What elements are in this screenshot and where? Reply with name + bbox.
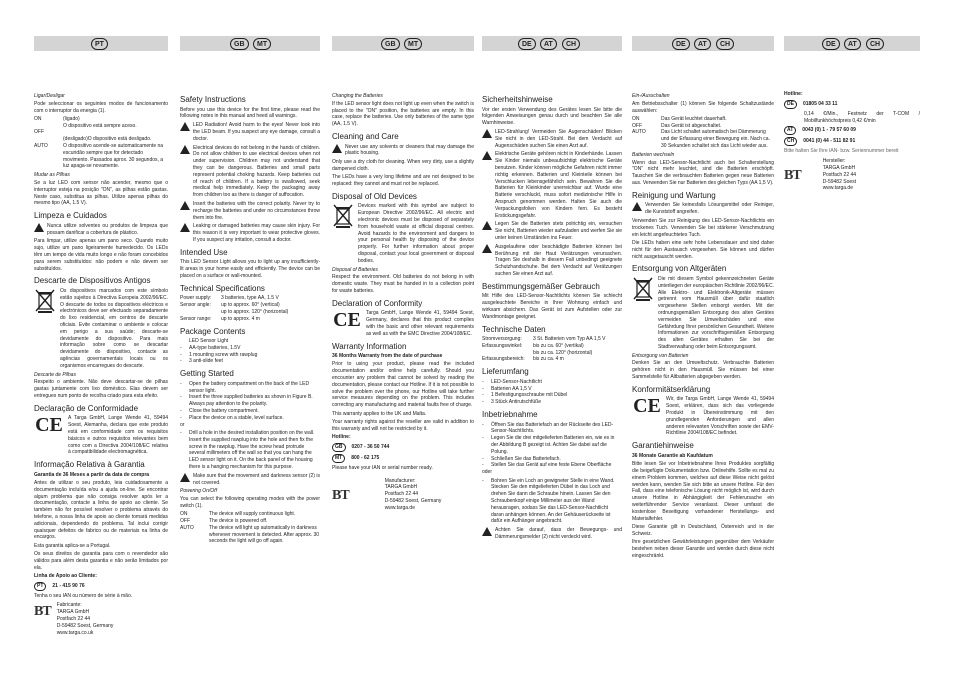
mode-key: ON xyxy=(34,115,42,122)
phone-row xyxy=(784,137,920,146)
manufacturer-label: Hersteller: xyxy=(822,158,846,165)
warning xyxy=(482,151,622,219)
warning xyxy=(180,473,320,487)
section-heading: Limpeza e Cuidados xyxy=(34,211,107,221)
paragraph: Tenha o seu IAN ou número de série à mão. xyxy=(34,592,133,599)
mode-row xyxy=(34,123,168,130)
warning-icon xyxy=(482,244,492,253)
mode-row xyxy=(632,116,774,123)
list-item: - Drill a hole in the desired installation position on the wall. Insert the supplied rawplug into the hole and then fix the screw in the rawplug. Have the screw head protrude several millimeters off the wall so that you can hang the LED sensor light on it. On the back panel of the housing there is a hanging mechanism for this purpose. xyxy=(180,429,315,470)
paragraph: Bitte halten Sie Ihre IAN- bzw. Seriennummer bereit xyxy=(784,148,899,155)
list-item: - LED-Sensor-Nachtlicht xyxy=(482,378,542,385)
column-de-3 xyxy=(784,36,920,675)
manufacturer-block xyxy=(332,478,474,512)
warning-text: Electrical devices do not belong in the hands of children. Do not allow children to use electrical devices when not under supervision. Children may not understand that they can be dangerous. Batteries and small parts represent potential choking hazards. Keep batteries out of reach of children. If a battery is swallowed, seek medical help immediately. Keep the packaging away from children too as there is danger of suffocation. xyxy=(193,144,320,199)
ce-mark-icon: CE xyxy=(633,395,661,418)
or-label: oder xyxy=(482,469,493,476)
section-heading: Disposal of Old Devices xyxy=(332,191,417,201)
mode-desc: The device is powered off. xyxy=(209,518,268,525)
disposal-block xyxy=(34,288,168,370)
mode-key xyxy=(34,123,60,130)
list-item: - Insert the three supplied batteries as shown in Figure B. Always pay attention to the polarity. xyxy=(180,394,313,408)
country-badge: PT xyxy=(34,582,46,591)
paragraph: Am Betriebsschalter (1) können Sie folgende Schaltzustände auswählen: xyxy=(632,100,774,114)
spec-value: up to approx. 4 m xyxy=(221,315,260,322)
bt-logo-icon: BT xyxy=(784,168,801,184)
paragraph: Para limpar, utilize apenas um pano seco. Quando muito sujo, utilize um pano ligeiramente humedecido. Os LEDs têm um tempo de vida muito longo e não foram concebidos para serem substituídos: não podem e não devem ser substituídos. xyxy=(34,238,168,272)
paragraph: Diese Garantie gilt in Deutschland, Österreich und in der Schweiz. xyxy=(632,523,774,537)
warning-text: Never use any solvents or cleaners that may damage the plastic housing. xyxy=(345,143,474,157)
warning-icon xyxy=(482,129,492,138)
or-label: or xyxy=(180,421,185,428)
mode-row xyxy=(34,143,168,170)
mode-desc: (desligado)O dispositivo está desligado. xyxy=(63,136,152,143)
country-badge: DE xyxy=(784,100,797,109)
lang-badge-ch: CH xyxy=(866,38,884,50)
address-line: www.targa.de xyxy=(822,185,853,192)
phone-number: 21 - 415 90 76 xyxy=(52,582,85,589)
tariff-note: 0,14 €/Min., Festnetz der T-COM / Mobilfunkhöchstpreis 0,42 €/min xyxy=(804,110,920,124)
manufacturer-label: Manufacturer: xyxy=(384,477,416,484)
section-heading: Declaração de Conformidade xyxy=(34,403,139,413)
paragraph: You can select the following operating modes with the power switch (1). xyxy=(180,496,320,509)
list-item: - Legen Sie die drei mitgelieferten Batterien ein, wie es in der Abbildung B gezeigt ist. Achten Sie dabei auf die Polung. xyxy=(482,435,615,455)
paragraph: The LEDs have a very long lifetime and are not designed to be replaced: they cannot and must not be replaced. xyxy=(332,174,474,188)
section-heading: Bestimmungsgemäßer Gebrauch xyxy=(482,281,600,291)
warning-text: LED-Strahlung! Vermeiden Sie Augenschäden! Blicken Sie nicht in den LED-Strahl. Bei dem Verdacht auf Augenschäden suchen Sie einen Arzt auf. xyxy=(495,128,622,149)
disposal-block xyxy=(632,276,774,351)
lang-badge-mt: MT xyxy=(253,38,271,50)
address-line: TARGA GmbH xyxy=(56,609,90,616)
lang-badge-gb: GB xyxy=(230,38,249,50)
phone-row xyxy=(784,100,920,109)
section-heading: Cleaning and Care xyxy=(332,131,399,141)
section-heading: Declaration of Conformity xyxy=(332,298,423,308)
lang-badge-mt: MT xyxy=(404,38,422,50)
warning-text: Legen Sie die Batterien stets polrichtig ein, versuchen Sie nicht, Batterien wieder aufzuladen und werfen Sie sie unter keinen Umständen ins Feuer. xyxy=(495,221,622,241)
warning-text: Achten Sie darauf, dass der Bewegungs- und Dämmerungsmelder (2) nicht verdeckt wird. xyxy=(495,527,622,540)
address-line: www.targa.co.uk xyxy=(56,629,94,636)
mode-key: AUTO xyxy=(632,129,646,136)
paragraph: Devices marked with this symbol are subject to European Directive 2002/96/EC. All electric and electronic devices must be disposed of separately from household waste at official disposal centres. Avoid hazards to the environment and dangers to your personal health by disposing of the device properly. For further information about proper disposal, contact your local government or disposal bodies. xyxy=(358,203,474,264)
paragraph: Respeito o ambiente. Não deve descartar-se de pilhas gastas juntamente com lixo doméstico. Elas devem ser entregues num ponto de recolha criado para esta efeito. xyxy=(34,379,168,399)
mode-desc: Das Gerät ist abgeschaltet. xyxy=(661,122,722,129)
paragraph: Pode seleccionar os seguintes modos de funcionamento com o interruptor da energia (1). xyxy=(34,100,168,114)
section-title: Disposal of Batteries xyxy=(332,266,378,273)
bt-logo-icon: BT xyxy=(34,604,51,620)
section-heading: Package Contents xyxy=(180,326,246,336)
list-item: - Batterien AA 1,5 V xyxy=(482,385,532,392)
list-item: - Schließen Sie das Batteriefach. xyxy=(482,455,561,462)
mode-desc xyxy=(63,129,168,136)
warranty-heading: Garantia de 36 Meses a partir da data de compra xyxy=(34,471,150,478)
mode-desc: The device will light up automatically in darkness whenever movement is detected. After approx. 30 seconds the light will go off again. xyxy=(209,524,320,545)
section-title: Mudar as Pilhas xyxy=(34,172,70,179)
warning xyxy=(332,144,474,158)
lang-badge-at: AT xyxy=(694,38,711,50)
column-gb-2 xyxy=(332,36,474,675)
paragraph: Mit Hilfe des LED-Sensor-Nachtlichts können Sie schlecht ausgeleuchtete Bereiche in Ihrer Wohnung einfach und wirksam absichern. Das Gerät ist zum Aufstellen oder zur Wandmontage geeignet. xyxy=(482,293,622,320)
section-heading: Intended Use xyxy=(180,247,228,257)
country-badge: CH xyxy=(784,137,797,146)
paragraph: Respect the environment. Old batteries do not belong in with domestic waste. They must be handed in to a collection point for waste batteries. xyxy=(332,274,474,295)
warning xyxy=(180,223,320,243)
section-heading: Technical Specifications xyxy=(180,283,265,293)
spec-key: Erfassungsbereich: xyxy=(482,356,525,363)
lang-badge-de: DE xyxy=(672,38,690,50)
warranty-heading: 36 Months Warranty from the date of purchase xyxy=(332,353,443,360)
warning xyxy=(482,527,622,541)
paragraph: Os seus direitos de garantia para com o revendedor são válidos para além desta garantia e não serão limitados por ela. xyxy=(34,551,168,571)
address-line: TARGA GmbH xyxy=(384,484,418,491)
manufacturer-block xyxy=(34,602,168,636)
warning-text: Make sure that the movement and darkness sensor (2) is not covered. xyxy=(193,472,320,486)
mode-key: OFF xyxy=(632,122,642,129)
mode-row xyxy=(34,136,168,143)
column-pt xyxy=(34,36,168,675)
list-item: - 1 Befestigungsschraube mit Dübel xyxy=(482,392,568,399)
warning-text: Ausgelaufene oder beschädigte Batterien können bei Berührung mit der Haut Verätzungen verursachen. Tragen Sie deshalb in diesem Fall unbedingt geeignete Schutzhandschuhe. Bei dem Verdacht auf Verätzungen suchen Sie einen Arzt auf. xyxy=(495,243,622,277)
weee-bin-icon xyxy=(34,288,56,370)
warning xyxy=(180,145,320,199)
spec-key: Sensor angle: xyxy=(180,302,211,309)
warning-icon xyxy=(482,221,492,230)
spec-value: bis zu ca. 4 m xyxy=(533,356,564,363)
section-heading: Reinigung und Wartung xyxy=(632,190,716,200)
spec-key: Sensor range: xyxy=(180,315,212,322)
spec-row xyxy=(180,316,320,323)
warning-text: Verwenden Sie keinesfalls Lösungsmittel oder Reiniger, die Kunststoff angreifen. xyxy=(645,202,774,216)
paragraph: A Targa GmbH, Lange Wende 41, 59494 Soest, Alemanha, declara que este produto está em conformidade com os requisitos básicos e outros requisitos relevantes bem como com a Directiva 2004/108/EC relativa à compatibilidade electromagnética. xyxy=(68,415,168,456)
paragraph: Bitte lesen Sie vor Inbetriebnahme Ihres Produktes sorgfältig die beigefügte Dokumentation bzw. Onlinehilfe. Sollte es mal zu einem Problem kommen, welches auf diese Weise nicht gelöst werden kann, wenden Sie sich bitte an unsere Hotline. Für den Fall, dass eine telefonische Lösung nicht möglich ist, wird durch unsere Hotline in Abhängigkeit der Fehlerursache ein weiterführender Service veranlasst. Dieser umfasst die kostenlose Beseitigung vorhandener Herstellungs- und Materialfehler. xyxy=(632,461,774,522)
paragraph: Verwenden Sie zur Reinigung des LED-Sensor-Nachtlichts ein trockenes Tuch. Verwenden Sie bei stärkerer Verschmutzung ein leicht angefeuchtetes Tuch. xyxy=(632,218,774,238)
disposal-block xyxy=(332,203,474,264)
mode-row xyxy=(180,518,320,525)
mode-desc: O dispositivo acende-se automaticamente na escuridão sempre que for detectado movimento. Passados aprox. 30 segundos, a luz apaga-se novamente. xyxy=(63,143,164,170)
list-item: - 1 mounting screw with rawplug xyxy=(180,351,258,358)
address-line: D-59482 Soest, Germany xyxy=(384,497,442,504)
warning xyxy=(632,202,774,216)
paragraph: Vor der ersten Verwendung des Gerätes lesen Sie bitte die folgenden Anweisungen genau durch und beachten Sie alle Warnhinweise. xyxy=(482,106,622,127)
section-heading: Inbetriebnahme xyxy=(482,410,538,420)
address-line: TARGA GmbH xyxy=(822,164,856,171)
spec-key: Power supply: xyxy=(180,295,212,302)
lang-badge-gb: GB xyxy=(381,38,400,50)
address-line: D-59482 Soest xyxy=(822,178,857,185)
section-heading: Warranty Information xyxy=(332,341,407,351)
list-item: - 3 anti-slide feet xyxy=(180,358,223,365)
paragraph: This LED Sensor Light allows you to light up any insufficiently-lit areas in your home easily and efficiently. The device can be placed on a surface or wall-mounted. xyxy=(180,259,320,279)
warning xyxy=(34,223,168,237)
country-badge: AT xyxy=(784,126,796,135)
warning-text: Insert the batteries with the correct polarity. Never try to recharge the batteries and under no circumstances throw them into fire. xyxy=(193,200,320,221)
section-heading: Informação Relativa à Garantia xyxy=(34,460,145,470)
column-gb-1 xyxy=(180,36,320,675)
warning xyxy=(482,244,622,278)
phone-row xyxy=(332,443,474,452)
address-line: D-59482 Soest, Germany xyxy=(56,622,114,629)
weee-bin-icon xyxy=(632,276,654,351)
spec-row xyxy=(482,350,622,357)
mode-desc: (ligado) xyxy=(63,115,80,122)
section-heading: Technische Daten xyxy=(482,324,546,334)
hotline-label: Hotline: xyxy=(784,91,803,97)
address-line: www.targa.de xyxy=(384,504,415,511)
paragraph: Esta garantia aplica-se a Portugal. xyxy=(34,542,111,549)
mode-desc: Das Gerät leuchtet dauerhaft. xyxy=(661,115,727,122)
list-item: - Bohren Sie ein Loch an gewigneter Stelle in eine Wand. Stecken Sie den mitgelieferten Dübel in das Loch und drehen Sie dann die Schraube hinein. Lassen Sie den Schraubenkopf einige Millimeter aus der Wand herausragen, sodass Sie das LED-Sensor-Nachtlicht daran anhängen können. An der Gehäuserückseite ist dafür ein Aufhänger angebracht. xyxy=(482,477,615,525)
lang-badge-ch: CH xyxy=(562,38,580,50)
spec-key: Erfassungswinkel: xyxy=(482,342,523,349)
column-de-1 xyxy=(482,36,622,675)
address-line: Postfach 22 44 xyxy=(384,491,419,498)
paragraph: If the LED sensor light does not light up even when the switch is placed to the "ON" position, the batteries are empty. In this case, replace the batteries. Use only batteries of the same type (AA, 1.5 V). xyxy=(332,100,474,128)
section-heading: Descarte de Dispositivos Antigos xyxy=(34,276,151,286)
paragraph: Die mit diesem Symbol gekennzeichneten Geräte unterliegen der europäischen Richtlinie 2002/96/EC. Alle Elektro- und Elektronik-Altgeräte müssen getrennt vom Hausmüll über dafür staatlich vorgesehene Stellen entsorgt werden. Mit der ordnungsgemäßen Entsorgung des alten Gerätes vermeiden Sie Umweltschäden und eine Gefährdung Ihrer persönlichen Gesundheit. Weitere Informationen zur vorschriftsgemäßen Entsorgung des alten Gerätes erhalten Sie bei der Stadtverwaltung oder beim Entsorgungsamt. xyxy=(658,275,774,350)
mode-key: ON xyxy=(180,511,188,518)
conformity-block xyxy=(332,310,474,337)
mode-key: OFF xyxy=(180,518,190,525)
section-heading: Entsorgung von Altgeräten xyxy=(632,264,727,274)
paragraph: Wenn das LED-Sensor-Nachtlicht auch bei Schalterstellung "ON" nicht mehr leuchtet, sind die Batterien erschöpft. Tauschen Sie die verbrauchten Batterien gegen neue Batterien aus. Verwenden Sie nur Batterien des gleichen Typs (AA 1,5 V). xyxy=(632,159,774,187)
spec-value: bis zu ca. 60° (vertikal) xyxy=(533,342,584,349)
section-title: Changing the Batteries xyxy=(332,93,383,99)
paragraph: Please have your IAN or serial number ready. xyxy=(332,464,433,471)
mode-key: AUTO xyxy=(180,524,194,531)
mode-key: ON xyxy=(632,115,640,122)
spec-row xyxy=(180,309,320,316)
paragraph: Only use a dry cloth for cleaning. When very dirty, use a slightly dampened cloth. xyxy=(332,159,474,172)
list-item: - Open the battery compartment on the back of the LED sensor light. xyxy=(180,380,310,394)
country-badge: MT xyxy=(332,454,345,463)
paragraph: Se a luz LED com sensor não acender, mesmo que o interruptor esteja na posição "ON", as pilhas estão gastas. Neste caso, substitua as pilhas. Utilize apenas pilhas do mesmo tipo (AA, 1.5 V). xyxy=(34,180,168,207)
paragraph: Prior to using your product, please read the included documentation and/or online help carefully. Should you encounter any problem that cannot be solved by reading the documentation, please contact our Hotline. If it is not possible to solve the problem over the phone, our Hotline will take further service measures depending on the problem. This includes correcting any manufacturing and material faults free of charge. xyxy=(332,361,474,409)
warning xyxy=(180,201,320,221)
manufacturer-block xyxy=(784,158,920,192)
phone-row xyxy=(34,582,168,591)
paragraph: Targa GmbH, Lange Wende 41, 59494 Soest, Germany, declares that this product complies with the basic and other relevant requirements as well as with the EMC Directive 2004/108/EC. xyxy=(366,310,474,337)
section-title: Powering On/Off xyxy=(180,488,217,495)
warning-icon xyxy=(632,202,642,211)
conformity-block xyxy=(34,415,168,456)
manufacturer-label: Fabricante: xyxy=(56,602,82,609)
warning-text: Elektrische Geräte gehören nicht in Kinderhände. Lassen Sie Kinder niemals unbeaufsichtigt elektrische Geräte benutzen. Kinder können mögliche Gefahren nicht immer richtig erkennen. Batterien und Kleinteile können bei Verschlucken lebensgefährlich sein. Bewahren Sie die Batterien für Kleinkinder unerreichbar auf. Wurde eine Batterie verschluckt, muss sofort medizinische Hilfe in Anspruch genommen werden. Halten Sie auch die Verpackungsfolien von Kindern fern. Es besteht Erstickungsgefahr. xyxy=(495,151,622,219)
spec-value: 3 batteries, type AA, 1.5 V xyxy=(221,295,279,302)
list-item: - AA-type batteries, 1.5V xyxy=(180,344,241,351)
mode-list xyxy=(34,116,168,170)
weee-bin-icon xyxy=(332,203,354,264)
warning xyxy=(482,129,622,149)
hotline-label: Hotline: xyxy=(332,433,351,440)
mode-desc: Das Licht schaltet automatisch bei Dämmerung und der Erfassung einer Bewegung ein. Nach ca. 30 Sekunden schaltet sich das Licht wieder aus. xyxy=(661,129,770,150)
section-title: Descarte de Pilhas xyxy=(34,371,76,378)
list-item: - 3 Stück Antirutschfüße xyxy=(482,399,542,406)
conformity-block xyxy=(632,396,774,437)
warning-icon xyxy=(180,473,190,482)
spec-key: Stromversorgung: xyxy=(482,336,522,343)
section-title: Batterien wechseln xyxy=(632,151,675,158)
lang-badge-at: AT xyxy=(844,38,861,50)
spec-value: up to approx. 120° (horizontal) xyxy=(221,308,289,315)
section-heading: Garantiehinweise xyxy=(632,441,694,451)
mode-key: AUTO xyxy=(34,143,48,150)
paragraph: Before you use this device for the first time, please read the following notes in this manual and heed all warnings. xyxy=(180,106,320,120)
warning-text: Leaking or damaged batteries may cause skin injury. For this reason it is very important to wear protective gloves. If you suspect any irritation, consult a doctor. xyxy=(193,223,320,243)
warning-icon xyxy=(482,151,492,160)
mode-row xyxy=(34,129,168,136)
phone-number: 0041 (0) 44 - 511 82 91 xyxy=(803,138,856,145)
list-item: - Place the device on a stable, level surface. xyxy=(180,414,284,421)
spec-value: bis zu ca. 120° (horizontal) xyxy=(533,349,593,356)
warning-icon xyxy=(34,223,44,232)
phone-row xyxy=(784,126,920,135)
list-item: - Stellen Sie das Gerät auf eine feste Ebene Oberfläche xyxy=(482,462,612,469)
mode-row xyxy=(632,123,774,130)
address-line: Postfach 22 44 xyxy=(822,171,857,178)
lang-badge-ch: CH xyxy=(716,38,734,50)
lang-badge-de: DE xyxy=(822,38,840,50)
phone-row xyxy=(332,454,474,463)
section-heading: Konformitätserklärung xyxy=(632,384,711,394)
address-line: Postfach 22 44 xyxy=(56,616,91,623)
lang-badge-pt: PT xyxy=(91,38,108,50)
section-heading: Safety Instructions xyxy=(180,95,246,104)
section-title: Entsorgung von Batterien xyxy=(632,352,689,359)
section-heading: Sicherheitshinweise xyxy=(482,95,553,104)
paragraph: Antes de utilizar o seu produto, leia cuidadosamente a documentação incluída e/ou a ajuda on-line. Se encontrar algum problema que não consiga resolver após ler a documentação, contacte a linha de apoio ao cliente. Se também não for possível resolver o problema através do telefone, a nossa linha de apoio ao cliente tomará medidas adicionais, dependendo do problema. Tal inclui corrigir quaisquer defeitos de fabrico ou de materiais na linha de encargos. xyxy=(34,480,168,541)
spec-row xyxy=(482,343,622,350)
mode-row xyxy=(180,525,320,545)
phone-number: 01805 04 33 11 xyxy=(802,100,838,107)
spec-row xyxy=(482,336,622,343)
ce-mark-icon: CE xyxy=(35,414,63,437)
spec-key xyxy=(482,350,530,357)
phone-number: 0043 (0) 1 - 79 57 60 09 xyxy=(802,127,856,134)
bt-logo-icon: BT xyxy=(332,487,349,503)
warning xyxy=(180,122,320,142)
warning-text: LED Radiation! Avoid harm to the eyes! Never look into the LED beam. If you suspect any eye damage, consult a doctor. xyxy=(193,122,320,142)
paragraph: Your warranty rights against the reseller are valid in addition to this warranty and will not be restricted by it. xyxy=(332,418,474,432)
column-de-2 xyxy=(632,36,774,675)
list-item: - Öffnen Sie das Batteriefach an der Rückseite des LED-Sensor-Nachtlichts. xyxy=(482,421,614,435)
paragraph: Denken Sie an den Umweltschutz. Verbrauchte Batterien gehören nicht in den Hausmüll. Sie müssen bei einer Sammelstelle für Altbatterien abgegeben werden. xyxy=(632,360,774,381)
paragraph: Wir, die Targa GmbH, Lange Wende 41, 59494 Soest, erklären, dass sich das vorliegende Produkt in Übereinstimmung mit den grundlegenden Anforderungen und allen anderen relevanten Vorschriften sowie der EMV-Richtlinie 2004/108/EC befindet. xyxy=(666,396,774,437)
paragraph: Die LEDs haben eine sehr hohe Lebensdauer und sind daher nicht für den Austausch vorgesehen. Sie können und dürfen nicht ausgetauscht werden. xyxy=(632,239,774,260)
hotline-label: Linha de Apoio ao Cliente: xyxy=(34,572,97,579)
spec-key xyxy=(180,309,218,316)
list-item: LED Sensor Light xyxy=(189,338,229,345)
mode-row xyxy=(632,129,774,149)
warning-icon xyxy=(180,201,190,210)
spec-value: up to approx. 60° (vertical) xyxy=(221,302,280,309)
mode-key xyxy=(34,136,60,143)
warning-icon xyxy=(332,144,342,153)
warning-icon xyxy=(482,527,492,536)
section-heading: Lieferumfang xyxy=(482,367,529,377)
list-item: - Close the battery compartment. xyxy=(180,408,259,415)
spec-row xyxy=(482,356,622,363)
mode-row xyxy=(180,511,320,518)
spec-row xyxy=(180,302,320,309)
spec-row xyxy=(180,295,320,302)
mode-key: OFF xyxy=(34,129,44,136)
phone-number: 0207 - 36 50 744 xyxy=(351,443,390,450)
paragraph: Ihre gesetzlichen Gewährleistungen gegenüber dem Verkäufer bestehen neben dieser Garantie und werden durch diese nicht eingeschränkt. xyxy=(632,538,774,559)
section-title: Ligar/Desligar xyxy=(34,93,65,99)
section-title: Ein-/Ausschalten xyxy=(632,93,670,99)
country-badge: GB xyxy=(332,443,346,452)
lang-badge-de: DE xyxy=(518,38,536,50)
warning-icon xyxy=(180,145,190,154)
mode-row xyxy=(34,116,168,123)
warning-text: Nunca utilize solventes ou produtos de limpeza que possam danificar a cobertura de plástico. xyxy=(47,222,168,236)
warning-icon xyxy=(180,223,190,232)
section-heading: Getting Started xyxy=(180,369,234,379)
warranty-heading: 36 Monate Garantie ab Kaufdatum xyxy=(632,452,713,459)
phone-number: 800 - 62 175 xyxy=(351,454,380,461)
paragraph: Os dispositivos marcados com este símbolo estão sujeitos à Directiva Europeia 2002/96/EC. O descarte de todos os dispositivos eléctricos e electrónicos deve ser efectuado separadamente do lixo residencial, em centros de descarte oficiais. Evite contaminar o ambiente e colocar em perigo a sua saúde; descarte-se devidamente do dispositivo. Para mais informação sobre como se descartar devidamente do dispositivo, contacte as agências governamentais locais ou os organismos encarregues do descarte. xyxy=(60,288,168,369)
mode-desc: O dispositivo está sempre aceso. xyxy=(63,122,137,129)
warning-icon xyxy=(180,122,190,131)
mode-desc: The device will supply continuous light. xyxy=(209,511,296,518)
warning xyxy=(482,221,622,241)
lang-badge-at: AT xyxy=(540,38,557,50)
ce-mark-icon: CE xyxy=(333,309,361,332)
paragraph: This warranty applies to the UK and Malta. xyxy=(332,410,427,417)
spec-value: 3 St. Batterien vom Typ AA 1,5 V xyxy=(533,336,606,343)
